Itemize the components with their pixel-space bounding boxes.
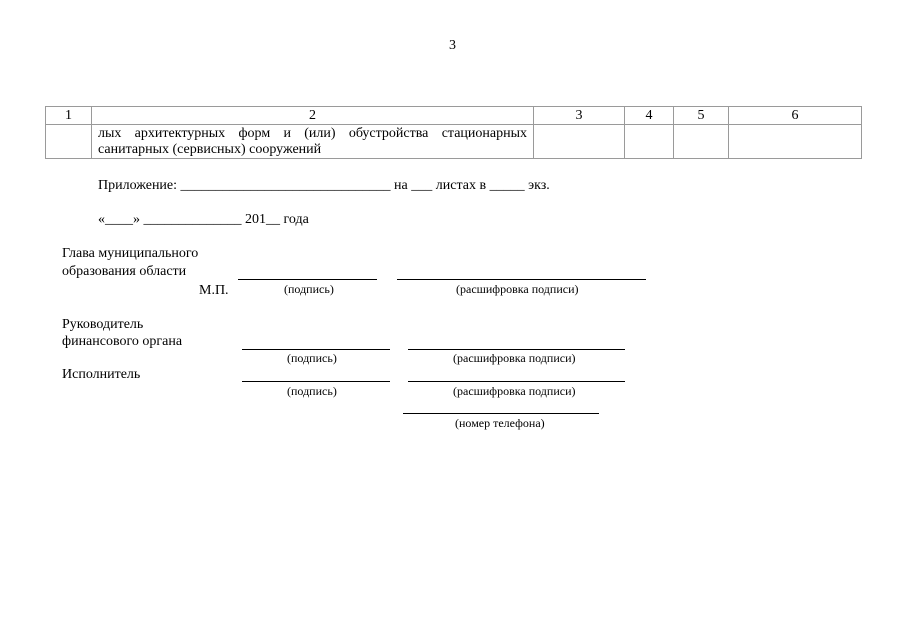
table-cell [92,125,534,159]
date-year-blank: __ [266,212,280,227]
table-cell-text: лых архитектурных форм и (или) обустройства стационарных санитарных (сервисных) сооружений [98,126,527,157]
attachment-label: Приложение: [98,178,178,193]
date-open-quote: « [98,212,105,227]
executor-decoding-line [408,381,625,382]
date-close-quote: » [133,212,140,227]
attachment-blank: ______________________________ [180,178,391,193]
attachment-line [98,178,550,194]
attachment-copies-text: экз. [528,178,550,193]
executor-phone-caption: (номер телефона) [455,416,545,430]
date-day-blank: ____ [105,212,133,227]
date-month-blank: ______________ [143,212,242,227]
attachment-copies-blank: _____ [489,178,525,193]
executor-signature-caption: (подпись) [287,384,337,398]
finance-signature-caption: (подпись) [287,351,337,365]
attachment-sheets-text: листах в [435,178,487,193]
table-header-row [46,107,862,125]
executor-phone-line [403,413,599,414]
attachment-sheets-blank: ___ [411,178,433,193]
head-title-line1: Глава муниципального [62,246,199,261]
head-signature-line [238,279,377,280]
table-row [46,125,862,159]
table-cell [729,125,862,159]
executor-title: Исполнитель [62,367,141,382]
table-cell [46,125,92,159]
date-line [98,212,309,228]
attachment-on: на [394,178,408,193]
executor-decoding-caption: (расшифровка подписи) [453,384,576,398]
finance-decoding-line [408,349,625,350]
head-signature-caption: (подпись) [284,282,334,296]
table-header-cell: 1 [46,107,92,125]
finance-title-line1: Руководитель [62,317,144,332]
table-cell [534,125,625,159]
finance-decoding-caption: (расшифровка подписи) [453,351,576,365]
finance-signature-line [242,349,390,350]
table-cell [625,125,674,159]
stamp-label: М.П. [199,283,229,298]
table-header-cell: 5 [674,107,729,125]
head-decoding-caption: (расшифровка подписи) [456,282,579,296]
head-decoding-line [397,279,646,280]
table-header-cell: 2 [92,107,534,125]
date-year-suffix: года [283,212,309,227]
date-year-prefix: 201 [245,212,266,227]
table-cell [674,125,729,159]
table-header-cell: 6 [729,107,862,125]
table-header-cell: 3 [534,107,625,125]
page-number: 3 [449,38,456,53]
executor-signature-line [242,381,390,382]
table-header-cell: 4 [625,107,674,125]
finance-title-line2: финансового органа [62,334,183,349]
data-table [45,106,862,159]
head-title-line2: образования области [62,264,187,279]
